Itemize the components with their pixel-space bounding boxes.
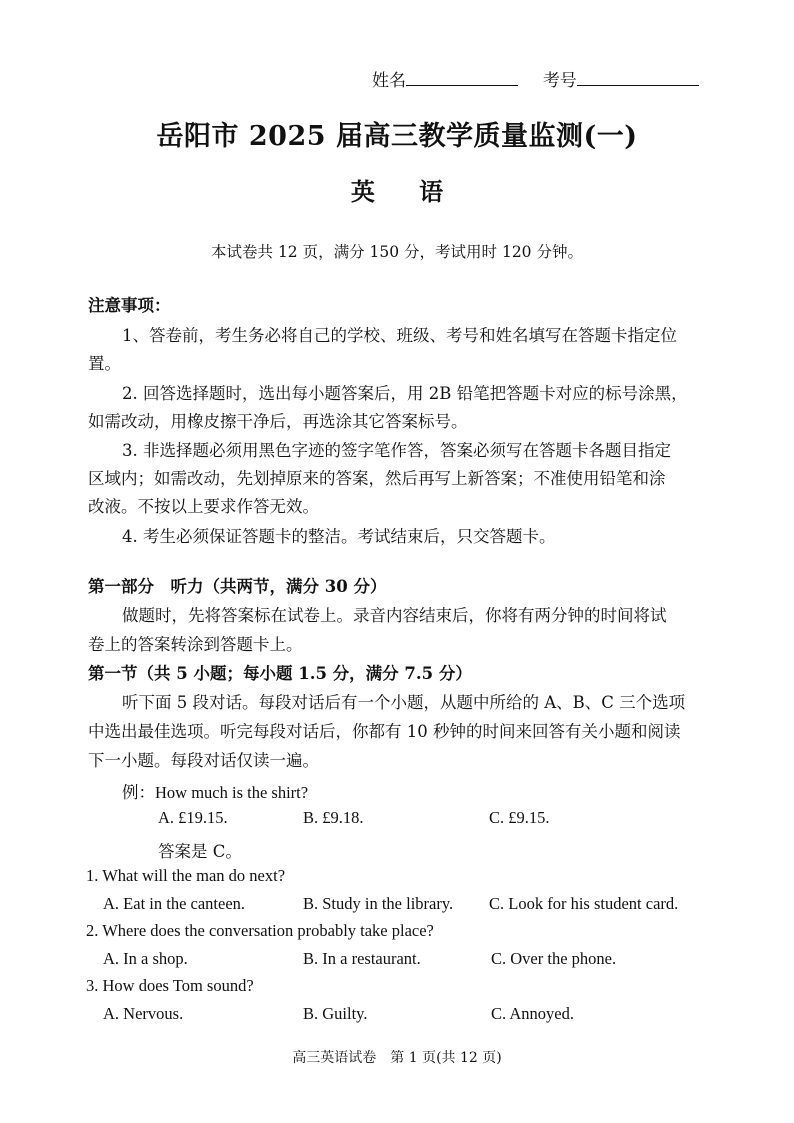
exam-number-label: 考号 — [542, 71, 577, 91]
example-answer: 答案是 C。 — [158, 842, 242, 861]
example-option-c: C. £9.15. — [489, 808, 550, 827]
question-1-option-b: B. Study in the library. — [303, 894, 454, 913]
question-2-option-b: B. In a restaurant. — [303, 949, 421, 968]
question-2: 2. Where does the conversation probably take place? — [86, 921, 434, 940]
notice-item-1-line-2: 置。 — [88, 354, 121, 373]
page-footer: 高三英语试卷 第 1 页(共 12 页) — [292, 1050, 502, 1066]
notice-item-1-line-1: 1、答卷前，考生务必将自己的学校、班级、考号和姓名填写在答题卡指定位 — [122, 326, 677, 345]
question-2-option-c: C. Over the phone. — [491, 949, 617, 968]
section1-instruction-line-2: 中选出最佳选项。听完每段对话后，你都有 10 秒钟的时间来回答有关小题和阅读 — [88, 722, 681, 741]
example-option-a: A. £19.15. — [158, 808, 228, 827]
section1-instruction-line-1: 听下面 5 段对话。每段对话后有一个小题，从题中所给的 A、B、C 三个选项 — [122, 693, 686, 712]
question-3-option-a: A. Nervous. — [103, 1004, 184, 1023]
question-1-option-c: C. Look for his student card. — [489, 894, 679, 913]
notice-item-2-line-1: 2. 回答选择题时，选出每小题答案后，用 2B 铅笔把答题卡对应的标号涂黑， — [122, 384, 688, 403]
example-question: 例：How much is the shirt? — [122, 783, 309, 802]
exam-number-blank — [577, 71, 699, 86]
notice-item-3-line-1: 3. 非选择题必须用黑色字迹的签字笔作答，答案必须写在答题卡各题目指定 — [122, 441, 671, 460]
question-2-option-a: A. In a shop. — [103, 949, 188, 968]
notice-item-4-line-1: 4. 考生必须保证答题卡的整洁。考试结束后，只交答题卡。 — [122, 527, 556, 546]
exam-info: 本试卷共 12 页，满分 150 分，考试用时 120 分钟。 — [211, 243, 583, 261]
example-option-b: B. £9.18. — [303, 808, 364, 827]
notice-item-3-line-2: 区域内；如需改动，先划掉原来的答案，然后再写上新答案；不准使用铅笔和涂 — [88, 469, 666, 488]
name-blank — [406, 71, 518, 86]
question-3: 3. How does Tom sound? — [86, 976, 254, 995]
question-3-option-b: B. Guilty. — [303, 1004, 368, 1023]
notice-item-2-line-2: 如需改动，用橡皮擦干净后，再选涂其它答案标号。 — [88, 412, 468, 431]
exam-title: 岳阳市 2025 届高三教学质量监测(一) — [156, 121, 638, 152]
part1-intro-line-2: 卷上的答案转涂到答题卡上。 — [88, 635, 303, 654]
name-label: 姓名 — [372, 71, 406, 91]
student-info-line — [372, 66, 699, 91]
question-1: 1. What will the man do next? — [86, 866, 286, 885]
question-1-option-a: A. Eat in the canteen. — [103, 894, 246, 913]
section1-instruction-line-3: 下一小题。每段对话仅读一遍。 — [88, 751, 319, 770]
section1-heading: 第一节（共 5 小题；每小题 1.5 分，满分 7.5 分） — [88, 664, 472, 683]
part1-intro-line-1: 做题时，先将答案标在试卷上。录音内容结束后，你将有两分钟的时间将试 — [122, 606, 667, 625]
part1-heading: 第一部分 听力（共两节，满分 30 分） — [88, 577, 387, 596]
question-3-option-c: C. Annoyed. — [491, 1004, 574, 1023]
notice-item-3-line-3: 改液。不按以上要求作答无效。 — [88, 497, 319, 516]
subject-title: 英 语 — [350, 177, 462, 206]
notice-heading: 注意事项： — [88, 296, 171, 315]
